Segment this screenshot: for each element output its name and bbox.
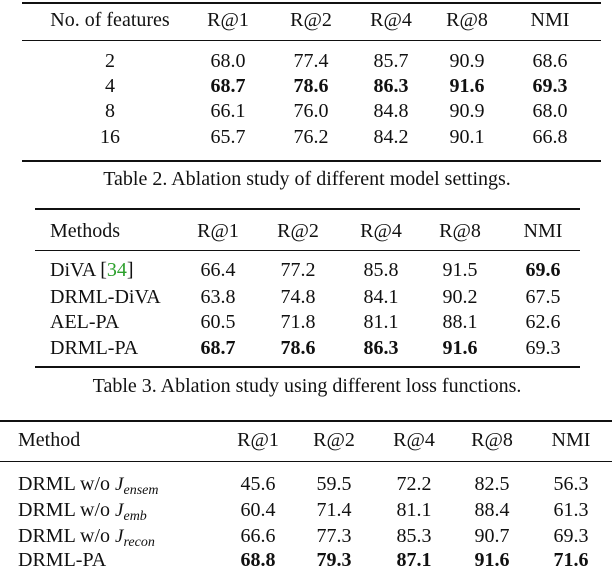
label-text: No. of features (50, 9, 170, 31)
cell-value (554, 498, 589, 522)
top-rule (0, 420, 612, 422)
value-text: R@2 (277, 220, 319, 242)
row-label (18, 428, 80, 452)
cell-value (241, 472, 276, 496)
value-text: 77.4 (293, 50, 329, 72)
value-text: 69.3 (532, 75, 568, 97)
math-subscript: recon (123, 535, 155, 550)
cell-value (237, 428, 279, 452)
value-text: 68.0 (532, 100, 568, 122)
value-text: 61.3 (553, 499, 589, 521)
value-text: R@4 (360, 220, 402, 242)
value-text: 71.4 (316, 499, 352, 521)
value-text: 66.8 (532, 126, 568, 148)
cell-value (241, 524, 276, 548)
value-text: R@4 (370, 9, 412, 31)
value-text: 60.4 (240, 499, 276, 521)
table-row (0, 524, 612, 548)
value-text: 84.2 (373, 126, 409, 148)
value-text: 65.7 (210, 126, 246, 148)
value-text: 90.9 (449, 50, 485, 72)
value-text: 66.1 (210, 100, 246, 122)
table-caption: Table 3. Ablation study using different loss functions. (92, 375, 522, 397)
value-text: R@8 (439, 220, 481, 242)
value-text: R@1 (237, 429, 279, 451)
header-row (0, 428, 612, 452)
value-text: 69.6 (525, 259, 561, 281)
value-text: 90.9 (449, 100, 485, 122)
table-caption: Table 2. Ablation study of different model settings. (103, 168, 511, 190)
label-text: AEL-PA (50, 311, 120, 333)
label-text: DiVA (50, 259, 96, 281)
value-text: 84.1 (363, 286, 399, 308)
label-text: 4 (105, 75, 115, 97)
value-text: 86.3 (363, 337, 399, 359)
label-text: DRML w/o (18, 525, 116, 547)
value-text: 56.3 (553, 473, 589, 495)
row-label: DiVA [34] (50, 259, 134, 281)
value-text: R@2 (290, 9, 332, 31)
value-text: 68.6 (532, 50, 568, 72)
header-rule (0, 461, 612, 462)
value-text: 88.1 (442, 311, 478, 333)
cell-value (397, 524, 432, 548)
value-text: 88.4 (474, 499, 510, 521)
label-text: DRML w/o (18, 473, 116, 495)
cell-value (397, 472, 432, 496)
value-text: 71.6 (553, 549, 589, 571)
cell-value (475, 498, 510, 522)
value-text: R@1 (207, 9, 249, 31)
math-subscript: ensem (123, 483, 159, 498)
label-text: 8 (105, 100, 115, 122)
value-text: 79.3 (316, 549, 352, 571)
cell-value (397, 548, 432, 572)
value-text: R@4 (393, 429, 435, 451)
cell-value (317, 498, 352, 522)
value-text: 82.5 (474, 473, 510, 495)
value-text: 78.6 (293, 75, 329, 97)
value-text: 68.0 (210, 50, 246, 72)
cell-value (241, 548, 276, 572)
value-text: 59.5 (316, 473, 352, 495)
value-text: R@1 (197, 220, 239, 242)
cell-value (475, 472, 510, 496)
math-symbol: J (115, 500, 124, 521)
value-text: 81.1 (396, 499, 432, 521)
value-text: 62.6 (525, 311, 561, 333)
table-row (0, 548, 612, 572)
value-text: 68.7 (210, 75, 246, 97)
label-text: 16 (100, 126, 120, 148)
value-text: 85.7 (373, 50, 409, 72)
value-text: 77.3 (316, 525, 352, 547)
value-text: NMI (551, 429, 591, 451)
cell-value (554, 524, 589, 548)
value-text: 91.5 (442, 259, 478, 281)
value-text: 81.1 (363, 311, 399, 333)
value-text: 72.2 (396, 473, 432, 495)
value-text: 68.7 (200, 337, 236, 359)
value-text: 69.3 (525, 337, 561, 359)
value-text: 77.2 (280, 259, 316, 281)
cell-value (317, 524, 352, 548)
value-text: 87.1 (396, 549, 432, 571)
cell-value (393, 428, 435, 452)
value-text: 68.8 (240, 549, 276, 571)
value-text: 66.4 (200, 259, 236, 281)
value-text: NMI (523, 220, 563, 242)
value-text: 91.6 (474, 549, 510, 571)
citation-link[interactable]: 34 (106, 259, 127, 281)
table-row (0, 472, 612, 496)
value-text: R@8 (471, 429, 513, 451)
table-row (0, 498, 612, 522)
value-text: 90.1 (449, 126, 485, 148)
cell-value (475, 524, 510, 548)
cell-value (552, 428, 591, 452)
math-symbol: J (115, 474, 124, 495)
label-text: Method (18, 429, 81, 451)
value-text: 90.2 (442, 286, 478, 308)
cell-value (317, 472, 352, 496)
value-text: 67.5 (525, 286, 561, 308)
label-text: DRML w/o (18, 499, 116, 521)
value-text: R@8 (446, 9, 488, 31)
value-text: 71.8 (280, 311, 316, 333)
value-text: 91.6 (449, 75, 485, 97)
math-symbol: J (115, 526, 124, 547)
value-text: 60.5 (200, 311, 236, 333)
cell-value (317, 548, 352, 572)
value-text: 76.0 (293, 100, 329, 122)
value-text: 86.3 (373, 75, 409, 97)
value-text: 91.6 (442, 337, 478, 359)
cell-value (554, 548, 589, 572)
value-text: 85.3 (396, 525, 432, 547)
value-text: 90.7 (474, 525, 510, 547)
value-text: 78.6 (280, 337, 316, 359)
value-text: 69.3 (553, 525, 589, 547)
value-text: 66.6 (240, 525, 276, 547)
math-subscript: emb (123, 509, 147, 524)
value-text: 76.2 (293, 126, 329, 148)
value-text: NMI (530, 9, 570, 31)
label-text: DRML-PA (50, 337, 139, 359)
value-text: 74.8 (280, 286, 316, 308)
value-text: 84.8 (373, 100, 409, 122)
cell-value (554, 472, 589, 496)
value-text: 63.8 (200, 286, 236, 308)
cell-value (471, 428, 513, 452)
cell-value (475, 548, 510, 572)
cell-value (397, 498, 432, 522)
row-label (18, 548, 106, 572)
label-text: DRML-DiVA (50, 286, 161, 308)
label-text: DRML-PA (18, 549, 107, 571)
cell-value (241, 498, 276, 522)
cell-value (313, 428, 355, 452)
value-text: 45.6 (240, 473, 276, 495)
value-text: 85.8 (363, 259, 399, 281)
value-text: R@2 (313, 429, 355, 451)
label-text: Methods (50, 220, 120, 242)
label-text: 2 (105, 50, 115, 72)
